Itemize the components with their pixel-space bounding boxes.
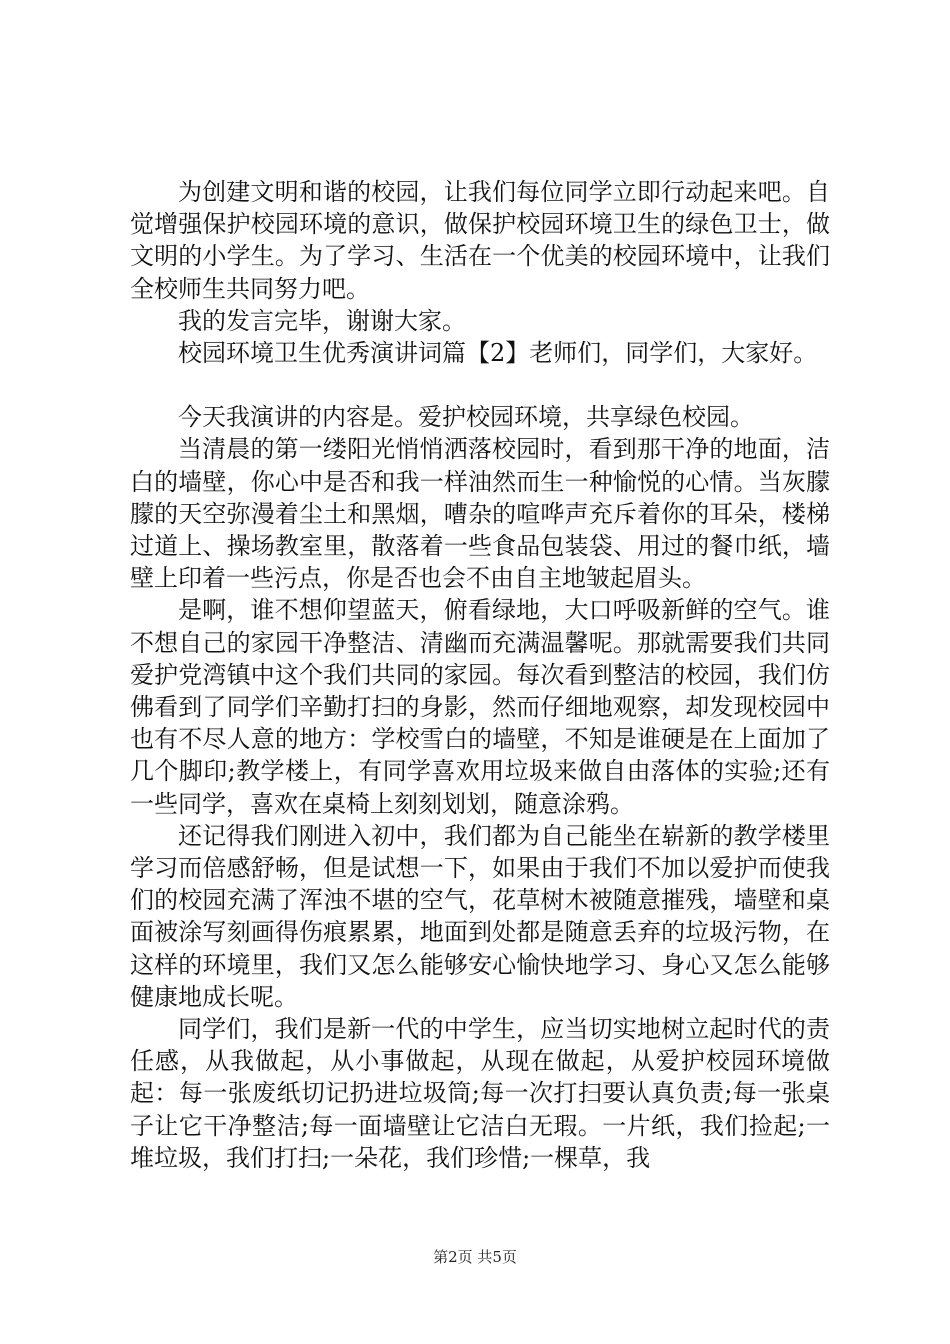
paragraph-closing: 我的发言完毕，谢谢大家。: [178, 306, 466, 335]
document-body: [130, 176, 830, 1174]
paragraph-spacer: [130, 369, 830, 401]
paragraph-classmates: 同学们，我们是新一代的中学生，应当切实地树立起时代的责任感，从我做起，从小事做起，从现在做起，从爱护校园环境做起：每一张废纸切记扔进垃圾筒;每一次打扫要认真负责;每一张桌子让它干净整洁;每一面墙壁让它洁白无瑕。一片纸，我们捡起;一堆垃圾，我们打扫;一朵花，我们珍惜;一棵草，我: [130, 1015, 830, 1172]
paragraph-call-to-action: 为创建文明和谐的校园，让我们每位同学立即行动起来吧。自觉增强保护校园环境的意识，做保护校园环境卫生的绿色卫士，做文明的小学生。为了学习、生活在一个优美的校园环境中，让我们全校师生共同努力吧。: [130, 178, 830, 303]
paragraph-speech-heading: 校园环境卫生优秀演讲词篇【2】老师们，同学们，大家好。: [178, 339, 818, 368]
paragraph-topic: 今天我演讲的内容是。爱护校园环境，共享绿色校园。: [178, 403, 754, 432]
paragraph-blue-sky: 是啊，谁不想仰望蓝天，俯看绿地，大口呼吸新鲜的空气。谁不想自己的家园干净整洁、清幽而充满温馨呢。那就需要我们共同爱护党湾镇中这个我们共同的家园。每次看到整洁的校园，我们仿佛看到了同学们辛勤打扫的身影，然而仔细地观察，却发现校园中也有不尽人意的地方：学校雪白的墙壁，不知是谁硬是在上面加了几个脚印;教学楼上，有同学喜欢用垃圾来做自由落体的实验;还有一些同学，喜欢在桌椅上刻刻划划，随意涂鸦。: [130, 596, 830, 818]
paragraph-junior-high: 还记得我们刚进入初中，我们都为自己能坐在崭新的教学楼里学习而倍感舒畅，但是试想一下，如果由于我们不加以爱护而使我们的校园充满了浑浊不堪的空气，花草树木被随意摧残，墙壁和桌面被涂写刻画得伤痕累累，地面到处都是随意丢弃的垃圾污物，在这样的环境里，我们又怎么能够安心愉快地学习、身心又怎么能够健康地成长呢。: [130, 821, 830, 1011]
paragraph-morning: 当清晨的第一缕阳光悄悄洒落校园时，看到那干净的地面，洁白的墙壁，你心中是否和我一样油然而生一种愉悦的心情。当灰朦朦的天空弥漫着尘土和黑烟，嘈杂的喧哗声充斥着你的耳朵，楼梯过道上、操场教室里，散落着一些食品包装袋、用过的餐巾纸，墙壁上印着一些污点，你是否也会不由自主地皱起眉头。: [130, 435, 830, 593]
page-number-footer: 第2页 共5页: [433, 1248, 517, 1266]
